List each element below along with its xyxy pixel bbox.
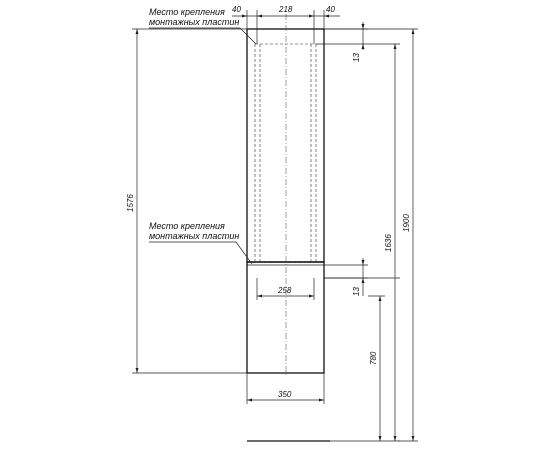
lower-section [247, 262, 324, 373]
dim-overall-height: 1900 [402, 214, 411, 232]
lower-section-dimension [368, 296, 385, 441]
lower-callout-line1: Место крепления [149, 221, 225, 231]
dim-inner-width: 258 [278, 286, 292, 295]
dim-plate-span-height: 1636 [384, 234, 393, 252]
lower-callout [149, 221, 252, 264]
inner-width-dimension [257, 278, 314, 300]
upper-section [247, 29, 324, 262]
overall-height-dimension [324, 29, 418, 441]
lower-callout-line2: монтажных пластин [149, 231, 240, 241]
dim-overall-width: 350 [278, 390, 292, 399]
dim-upper-section-height: 1576 [126, 194, 135, 212]
upper-callout-line1: Место крепления [149, 7, 225, 17]
dim-lower-section-height: 780 [369, 351, 378, 365]
dim-top-left-offset: 40 [232, 5, 241, 14]
dim-top-right-offset: 40 [326, 5, 335, 14]
upper-callout-line2: монтажных пластин [149, 17, 240, 27]
dim-upper-plate-height: 13 [352, 53, 361, 62]
hidden-lines [251, 44, 320, 262]
left-height-dimension [126, 29, 247, 373]
lower-plate-dimension [324, 258, 368, 296]
overall-width-dimension [247, 373, 324, 404]
dim-top-center-gap: 218 [279, 5, 293, 14]
dim-lower-plate-height: 13 [352, 287, 361, 296]
cabinet-outline [247, 29, 324, 373]
